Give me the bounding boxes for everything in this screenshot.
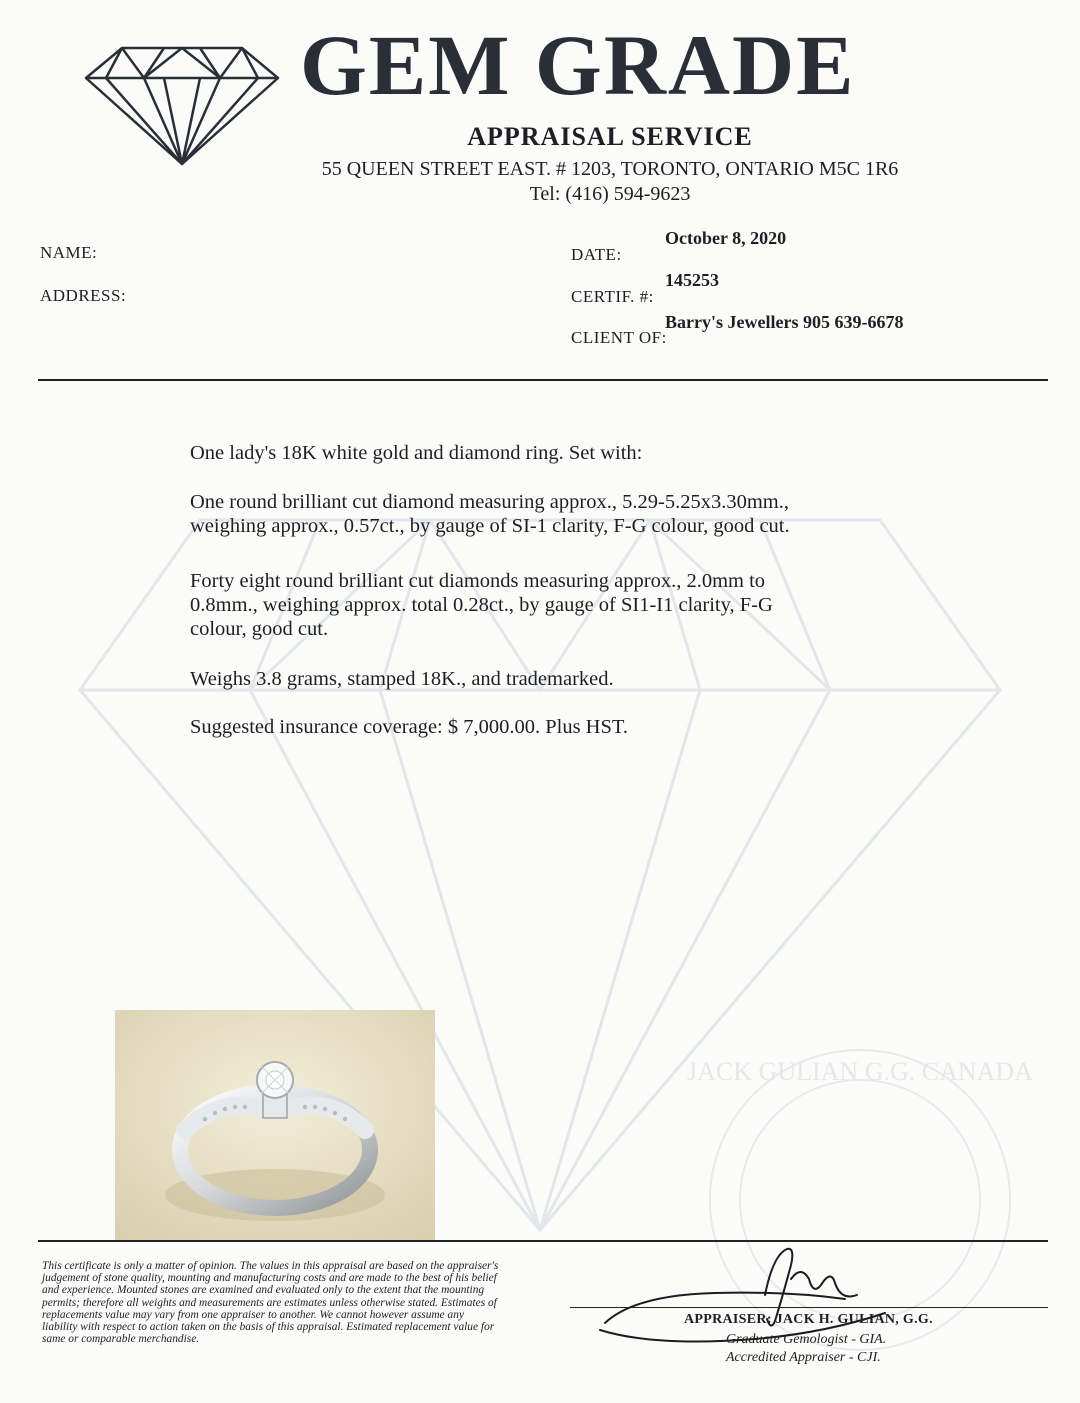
certificate-label: CERTIF. #: [571, 287, 654, 306]
disclaimer-line: replacements value may vary from one appraiser to another. We cannot however assume any [42, 1308, 465, 1321]
appraiser-credential-cji: Accredited Appraiser - CJI. [726, 1350, 881, 1365]
certificate-number: 145253 [665, 270, 719, 290]
disclaimer-line: permits; therefore all weights and measurements are estimates unless otherwise stated. Estimates of [42, 1296, 497, 1309]
client-label: CLIENT OF: [571, 328, 667, 347]
intro-line: One lady's 18K white gold and diamond ring. Set with: [190, 442, 643, 464]
date-label: DATE: [571, 245, 622, 264]
signature-line [570, 1307, 1048, 1308]
date-value: October 8, 2020 [665, 228, 787, 248]
disclaimer-line: judgement of stone quality, mounting and manufacturing costs and are made to the best of his belief [42, 1272, 497, 1285]
brand-subtitle: APPRAISAL SERVICE [467, 122, 753, 151]
insurance-line: Suggested insurance coverage: $ 7,000.00. Plus HST. [190, 716, 629, 738]
side-stones-line-1: Forty eight round brilliant cut diamonds measuring approx., 2.0mm to [190, 570, 766, 592]
name-label: NAME: [40, 243, 98, 262]
brand-phone: Tel: (416) 594-9623 [529, 183, 691, 205]
brand-title: GEM GRADE [300, 17, 856, 113]
client-value: Barry's Jewellers 905 639-6678 [665, 312, 904, 332]
center-stone-block [190, 490, 890, 538]
header-divider [38, 379, 1048, 381]
address-label: ADDRESS: [40, 286, 127, 305]
side-stones-line-2: 0.8mm., weighing approx. total 0.28ct., by gauge of SI1-I1 clarity, F-G [190, 594, 773, 616]
side-stones-block [190, 569, 890, 641]
disclaimer-line: and experience. Mounted stones are examined and evaluated only to the extent that the mounting [42, 1284, 485, 1297]
side-stones-line-3: colour, good cut. [190, 618, 329, 640]
signature-icon [595, 1235, 925, 1345]
appraiser-credential-gia: Graduate Gemologist - GIA. [726, 1332, 887, 1347]
disclaimer-line: liability with respect to action taken on the basis of this appraisal. Estimated replacement value for [42, 1321, 495, 1334]
center-stone-line-1: One round brilliant cut diamond measuring approx., 5.29-5.25x3.30mm., [190, 491, 789, 513]
brand-address: 55 QUEEN STREET EAST. # 1203, TORONTO, ONTARIO M5C 1R6 [321, 158, 899, 180]
appraiser-name: APPRAISER: JACK H. GULIAN, G.G. [684, 1312, 933, 1327]
disclaimer-line: This certificate is only a matter of opinion. The values in this appraisal are based on the appraiser's [42, 1260, 499, 1272]
item-description [190, 441, 890, 465]
ring-photo [115, 1010, 435, 1240]
diamond-outline-icon [82, 40, 282, 170]
seal-text: JACK GULIAN G.G. CANADA [687, 1057, 1033, 1086]
center-stone-line-2: weighing approx., 0.57ct., by gauge of SI-1 clarity, F-G colour, good cut. [190, 515, 790, 537]
disclaimer-line: same or comparable merchandise. [42, 1333, 200, 1346]
weight-line: Weighs 3.8 grams, stamped 18K., and trademarked. [190, 668, 614, 690]
disclaimer-text [42, 1260, 522, 1345]
